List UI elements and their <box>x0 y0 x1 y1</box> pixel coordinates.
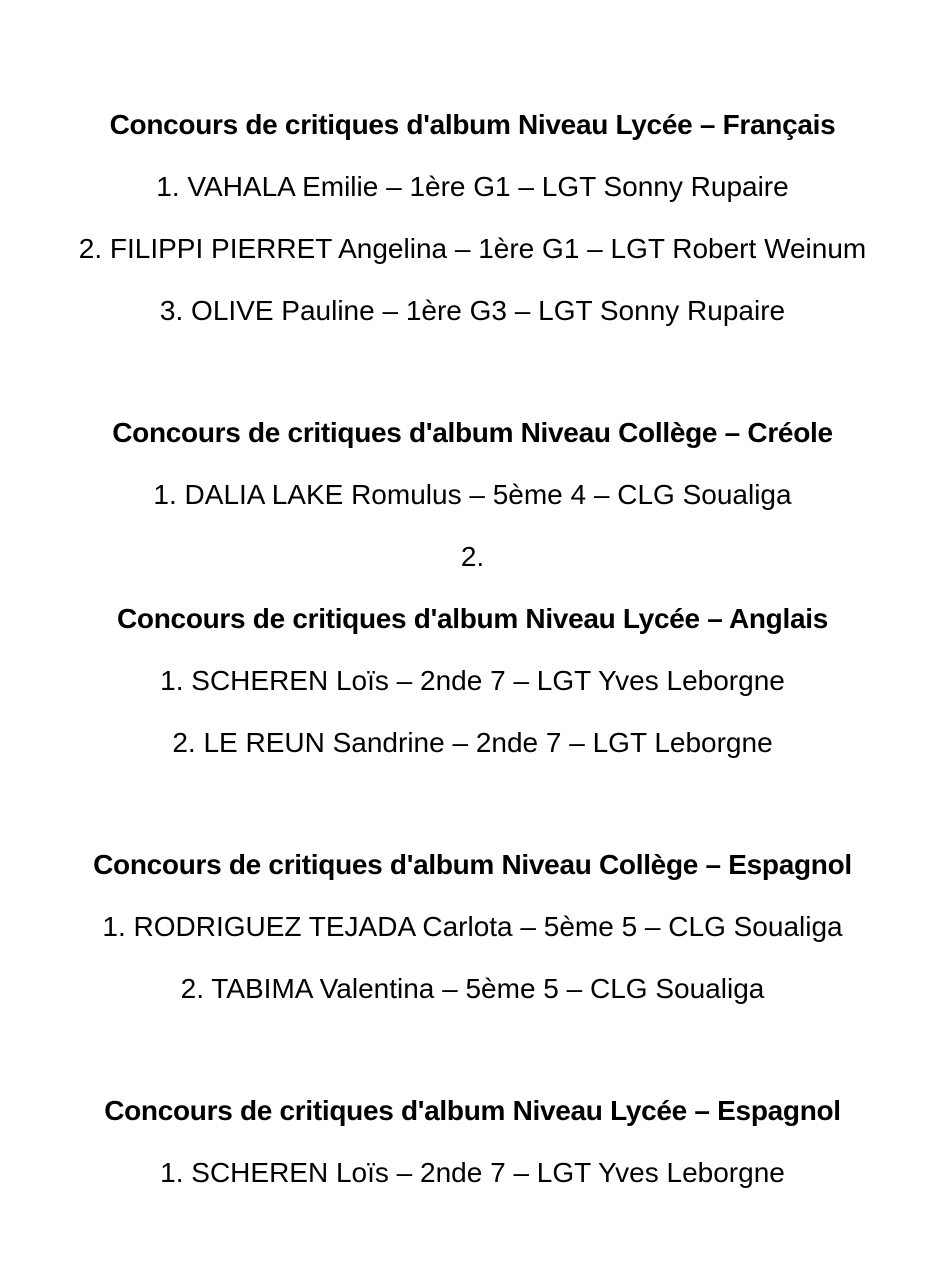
section-heading: Concours de critiques d'album Niveau Collège – Créole <box>112 417 833 448</box>
section-lycee-espagnol <box>0 1094 945 1190</box>
section-heading: Concours de critiques d'album Niveau Lycée – Français <box>109 109 836 140</box>
section-college-espagnol <box>0 848 945 1006</box>
result-entry: 2. <box>460 541 485 572</box>
section-heading: Concours de critiques d'album Niveau Collège – Espagnol <box>93 849 852 880</box>
section-college-creole <box>0 416 945 574</box>
section-lycee-francais <box>0 108 945 328</box>
result-entry: 2. TABIMA Valentina – 5ème 5 – CLG Soualiga <box>180 973 765 1004</box>
result-entry: 1. SCHEREN Loïs – 2nde 7 – LGT Yves Leborgne <box>160 665 785 696</box>
result-entry: 2. FILIPPI PIERRET Angelina – 1ère G1 – LGT Robert Weinum <box>78 233 867 264</box>
result-entry: 2. LE REUN Sandrine – 2nde 7 – LGT Leborgne <box>172 727 773 758</box>
result-entry: 1. RODRIGUEZ TEJADA Carlota – 5ème 5 – CLG Soualiga <box>102 911 843 942</box>
result-entry: 1. SCHEREN Loïs – 2nde 7 – LGT Yves Leborgne <box>160 1157 785 1188</box>
section-heading: Concours de critiques d'album Niveau Lycée – Anglais <box>117 603 828 634</box>
result-entry: 1. DALIA LAKE Romulus – 5ème 4 – CLG Soualiga <box>153 479 792 510</box>
section-heading: Concours de critiques d'album Niveau Lycée – Espagnol <box>104 1095 841 1126</box>
section-lycee-anglais <box>0 602 945 760</box>
result-entry: 3. OLIVE Pauline – 1ère G3 – LGT Sonny Rupaire <box>159 295 786 326</box>
result-entry: 1. VAHALA Emilie – 1ère G1 – LGT Sonny Rupaire <box>156 171 789 202</box>
